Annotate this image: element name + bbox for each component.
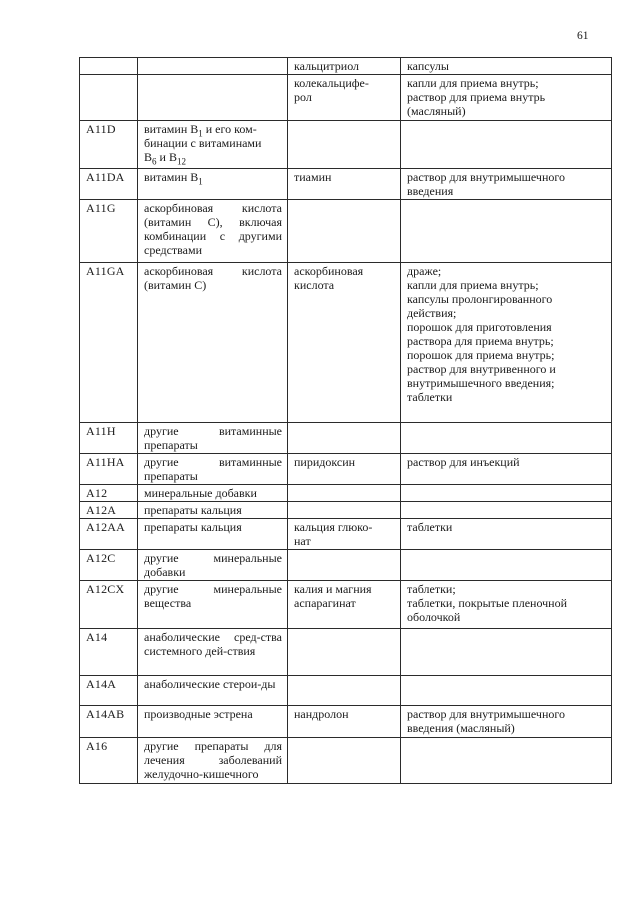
dosage-form-cell <box>401 485 612 502</box>
table-row <box>80 738 612 784</box>
atc-code-cell: A14AB <box>80 706 138 738</box>
dosage-form-line: раствор для внутривенного и <box>407 362 556 376</box>
dosage-form-cell <box>401 502 612 519</box>
substance-line: колекальцифе- <box>294 76 369 90</box>
dosage-form-cell <box>401 263 612 423</box>
atc-code-cell: A12C <box>80 550 138 581</box>
dosage-form-line: порошок для приготовления <box>407 320 552 334</box>
atc-code-cell: A11HA <box>80 454 138 485</box>
dosage-form-cell <box>401 738 612 784</box>
dosage-form-cell <box>401 75 612 121</box>
dosage-form-line: капсулы пролонгированного <box>407 292 553 306</box>
table-row <box>80 58 612 75</box>
dosage-form-cell <box>401 550 612 581</box>
dosage-form-line: порошок для приема внутрь; <box>407 348 555 362</box>
table-row <box>80 169 612 200</box>
table-body <box>80 58 612 784</box>
dosage-form-line: введения <box>407 184 454 198</box>
table-row <box>80 121 612 169</box>
substance-cell <box>288 738 401 784</box>
atc-code-cell: A11H <box>80 423 138 454</box>
anatomical-group-cell: анаболические стерои-ды <box>138 676 288 706</box>
dosage-form-cell <box>401 121 612 169</box>
anatomical-group-cell: аскорбиновая кислота (витамин С) <box>138 263 288 423</box>
atc-code-cell <box>80 75 138 121</box>
table-row <box>80 423 612 454</box>
anatomical-group-cell: другие витаминные препараты <box>138 423 288 454</box>
page-number: 61 <box>577 30 589 42</box>
substance-line: калия и магния <box>294 582 372 596</box>
drug-table <box>79 57 612 784</box>
atc-code-cell: A12CX <box>80 581 138 629</box>
table-row <box>80 581 612 629</box>
dosage-form-line: введения (масляный) <box>407 721 515 735</box>
atc-code-cell <box>80 58 138 75</box>
dosage-form-line: раствора для приема внутрь; <box>407 334 554 348</box>
table-row <box>80 263 612 423</box>
anatomical-group-cell: препараты кальция <box>138 519 288 550</box>
anatomical-group-cell: другие минеральные вещества <box>138 581 288 629</box>
anatomical-group-cell: анаболические сред-ства системного дей-ствия <box>138 629 288 676</box>
anatomical-group-cell: другие витаминные препараты <box>138 454 288 485</box>
substance-cell <box>288 121 401 169</box>
table-row <box>80 75 612 121</box>
substance-cell <box>288 519 401 550</box>
dosage-form-line: драже; <box>407 264 442 278</box>
dosage-form-cell <box>401 454 612 485</box>
dosage-form-line: таблетки; <box>407 582 456 596</box>
dosage-form-cell <box>401 423 612 454</box>
dosage-form-line: внутримышечного введения; <box>407 376 555 390</box>
dosage-form-line: раствор для инъекций <box>407 455 520 469</box>
substance-cell <box>288 629 401 676</box>
atc-code-cell: A14A <box>80 676 138 706</box>
substance-cell <box>288 706 401 738</box>
table-row <box>80 550 612 581</box>
substance-cell <box>288 200 401 263</box>
substance-cell <box>288 423 401 454</box>
dosage-form-cell <box>401 58 612 75</box>
dosage-form-cell <box>401 519 612 550</box>
substance-line: аспарагинат <box>294 596 356 610</box>
substance-cell <box>288 581 401 629</box>
substance-cell <box>288 75 401 121</box>
anatomical-group-cell: витамин $B_1$ <box>138 169 288 200</box>
anatomical-group-cell: препараты кальция <box>138 502 288 519</box>
dosage-form-line: таблетки <box>407 390 453 404</box>
substance-line: нат <box>294 534 311 548</box>
atc-code-cell: A12A <box>80 502 138 519</box>
dosage-form-line: (масляный) <box>407 104 466 118</box>
anatomical-group-cell: производные эстрена <box>138 706 288 738</box>
substance-line: тиамин <box>294 170 332 184</box>
atc-code-cell: A12 <box>80 485 138 502</box>
dosage-form-cell <box>401 169 612 200</box>
substance-cell <box>288 263 401 423</box>
anatomical-group-cell: минеральные добавки <box>138 485 288 502</box>
dosage-form-line: раствор для внутримышечного <box>407 707 565 721</box>
atc-code-cell: A14 <box>80 629 138 676</box>
substance-line: пиридоксин <box>294 455 356 469</box>
dosage-form-cell <box>401 629 612 676</box>
atc-code-cell: A12AA <box>80 519 138 550</box>
dosage-form-line: оболочкой <box>407 610 461 624</box>
table-row <box>80 706 612 738</box>
dosage-form-line: капли для приема внутрь; <box>407 76 539 90</box>
substance-line: кальция глюко- <box>294 520 373 534</box>
substance-cell <box>288 550 401 581</box>
anatomical-group-cell: витамин $B_1$ и его ком- бинации с витаминами $B_6$ и $B_{12}$ <box>138 121 288 169</box>
atc-code-cell: A11D <box>80 121 138 169</box>
substance-cell <box>288 169 401 200</box>
dosage-form-line: раствор для внутримышечного <box>407 170 565 184</box>
substance-cell <box>288 502 401 519</box>
substance-line: кальцитриол <box>294 59 360 73</box>
dosage-form-cell <box>401 676 612 706</box>
substance-line: кислота <box>294 278 335 292</box>
atc-code-cell: A11G <box>80 200 138 263</box>
substance-cell <box>288 485 401 502</box>
table-row <box>80 200 612 263</box>
substance-cell <box>288 454 401 485</box>
dosage-form-line: капли для приема внутрь; <box>407 278 539 292</box>
atc-code-cell: A16 <box>80 738 138 784</box>
atc-code-cell: A11GA <box>80 263 138 423</box>
anatomical-group-cell: другие препараты для лечения заболеваний желудочно-кишечного <box>138 738 288 784</box>
table-row <box>80 629 612 676</box>
anatomical-group-cell <box>138 58 288 75</box>
dosage-form-line: таблетки, покрытые пленочной <box>407 596 568 610</box>
dosage-form-line: действия; <box>407 306 457 320</box>
substance-line: нандролон <box>294 707 349 721</box>
table-row <box>80 502 612 519</box>
atc-code-cell: A11DA <box>80 169 138 200</box>
dosage-form-line: раствор для приема внутрь <box>407 90 546 104</box>
substance-line: аскорбиновая <box>294 264 364 278</box>
dosage-form-line: таблетки <box>407 520 453 534</box>
dosage-form-line: капсулы <box>407 59 449 73</box>
table-row <box>80 485 612 502</box>
substance-cell <box>288 58 401 75</box>
anatomical-group-cell <box>138 75 288 121</box>
substance-line: рол <box>294 90 312 104</box>
anatomical-group-cell: другие минеральные добавки <box>138 550 288 581</box>
dosage-form-cell <box>401 581 612 629</box>
dosage-form-cell <box>401 706 612 738</box>
table-row <box>80 454 612 485</box>
table-row <box>80 676 612 706</box>
substance-cell <box>288 676 401 706</box>
dosage-form-cell <box>401 200 612 263</box>
table-row <box>80 519 612 550</box>
anatomical-group-cell: аскорбиновая кислота (витамин С), включая комбинации с другими средствами <box>138 200 288 263</box>
